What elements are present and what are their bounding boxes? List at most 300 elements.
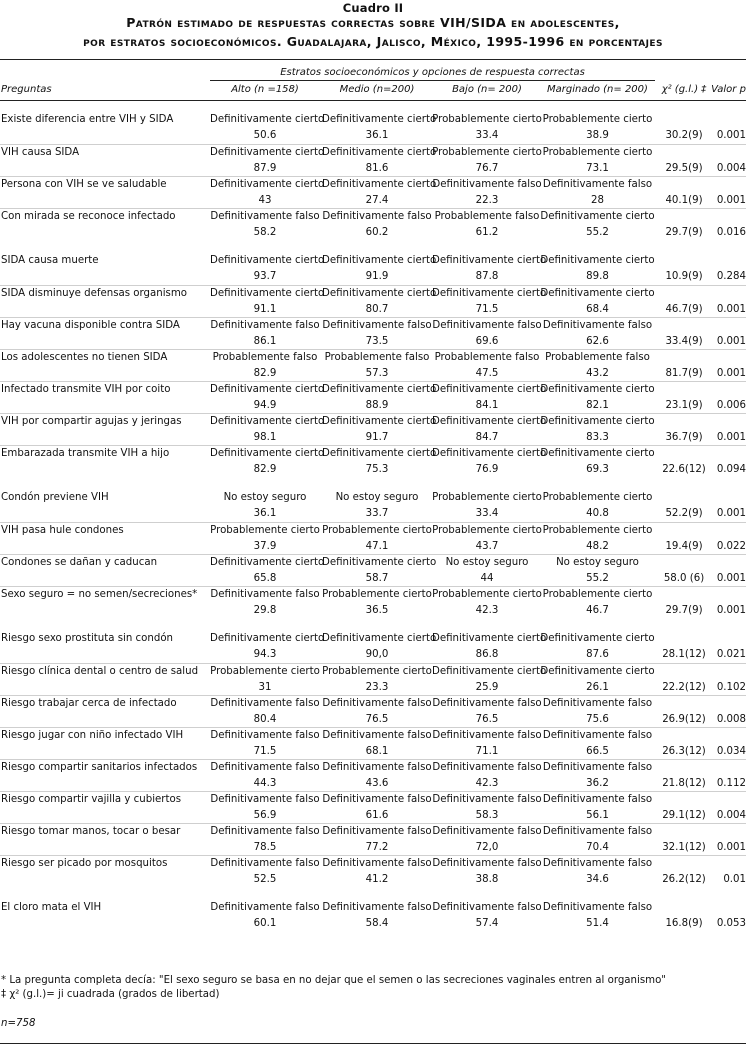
answer-option-alto: Definitivamente cierto [210,255,325,266]
table-row [0,285,746,320]
question-label: Sexo seguro = no semen/secreciones* [1,589,198,600]
percent-alto: 94.9 [253,400,277,411]
percent-bajo: 87.8 [475,271,499,282]
p-value: 0.102 [716,682,746,693]
chi-square-value: 26.9(12) [662,714,706,725]
answer-option-alto: Definitivamente cierto [210,448,325,459]
p-value: 0.004 [716,810,746,821]
answer-option-marginado: Definitivamente cierto [540,384,655,395]
chi-square-value: 46.7(9) [665,304,703,315]
table-row [0,176,746,211]
answer-option-medio: No estoy seguro [335,492,419,503]
answer-option-medio: Definitivamente falso [322,826,432,837]
answer-option-bajo: Definitivamente cierto [432,416,547,427]
percent-medio: 27.4 [365,195,389,206]
footnote-asterisk: * La pregunta completa decía: "El sexo seguro se basa en no dejar que el semen o las secreciones vaginales entren al organismo" [1,975,666,986]
percent-marginado: 83.3 [586,432,609,443]
chi-square-value: 33.4(9) [665,336,703,347]
p-value: 0.008 [716,714,746,725]
percent-marginado: 48.2 [586,541,609,552]
percent-medio: 68.1 [365,746,389,757]
percent-bajo: 38.8 [475,874,499,885]
table-row [0,490,746,524]
chi-square-value: 30.2(9) [665,130,703,141]
question-label: Riesgo compartir vajilla y cubiertos [1,794,182,805]
answer-option-marginado: Probablemente cierto [542,525,653,536]
p-value: 0.053 [716,918,746,929]
percent-bajo: 76.5 [475,714,499,725]
table-row [0,727,746,762]
table-row [0,349,746,384]
p-value: 0.004 [716,163,746,174]
percent-marginado: 87.6 [586,649,609,660]
question-label: Embarazada transmite VIH a hijo [1,448,170,459]
percent-bajo: 25.9 [475,682,499,693]
question-label: Riesgo jugar con niño infectado VIH [1,730,184,741]
percent-bajo: 84.1 [475,400,499,411]
percent-bajo: 42.3 [475,605,499,616]
question-label: Los adolescentes no tienen SIDA [1,352,168,363]
percent-marginado: 89.8 [586,271,609,282]
p-value: 0.001 [716,368,746,379]
p-value: 0.006 [716,400,746,411]
answer-option-marginado: Definitivamente falso [542,794,653,805]
question-label: SIDA disminuye defensas organismo [1,288,187,299]
answer-option-marginado: Definitivamente falso [542,698,653,709]
answer-option-marginado: Definitivamente falso [542,826,653,837]
answer-option-bajo: Definitivamente cierto [432,633,547,644]
answer-option-medio: Definitivamente falso [322,858,432,869]
answer-option-marginado: Probablemente cierto [542,492,653,503]
answer-option-bajo: Definitivamente falso [432,698,542,709]
answer-option-marginado: Definitivamente cierto [540,288,655,299]
percent-bajo: 44 [480,573,494,584]
table-row [0,144,746,179]
answer-option-alto: Definitivamente cierto [210,114,325,125]
answer-option-marginado: Definitivamente falso [542,762,653,773]
answer-option-marginado: No estoy seguro [556,557,639,568]
percent-marginado: 68.4 [586,304,609,315]
percent-marginado: 70.4 [586,842,609,853]
percent-marginado: 75.6 [586,714,609,725]
answer-option-bajo: Definitivamente falso [432,858,542,869]
answer-option-medio: Definitivamente cierto [322,384,437,395]
chi-square-value: 81.7(9) [665,368,703,379]
table-row [0,663,746,698]
p-value: 0.016 [716,227,746,238]
percent-medio: 36.5 [365,605,389,616]
percent-alto: 94.3 [253,649,277,660]
percent-marginado: 51.4 [586,918,609,929]
strata-spanner-header: Estratos socioeconómicos y opciones de respuesta correctas [280,67,585,78]
percent-medio: 80.7 [365,304,389,315]
percent-alto: 65.8 [253,573,277,584]
chi-square-value: 52.2(9) [665,508,703,519]
chi-square-value: 28.1(12) [662,649,706,660]
percent-marginado: 46.7 [586,605,609,616]
answer-option-marginado: Definitivamente falso [542,730,653,741]
percent-alto: 56.9 [253,810,277,821]
answer-option-bajo: Definitivamente falso [432,826,542,837]
answer-option-marginado: Definitivamente falso [542,902,653,913]
table-row [0,695,746,730]
answer-option-marginado: Definitivamente cierto [540,666,655,677]
answer-option-medio: Definitivamente cierto [322,416,437,427]
percent-alto: 43 [258,195,272,206]
percent-alto: 58.2 [253,227,277,238]
percent-alto: 71.5 [253,746,277,757]
percent-alto: 60.1 [253,918,277,929]
table-row [0,791,746,826]
percent-marginado: 55.2 [586,573,609,584]
percent-medio: 23.3 [365,682,389,693]
answer-option-medio: Definitivamente falso [322,211,432,222]
table-row [0,317,746,352]
table-row [0,586,746,621]
question-label: Con mirada se reconoce infectado [1,211,176,222]
percent-medio: 75.3 [365,464,389,475]
answer-option-marginado: Definitivamente cierto [540,416,655,427]
p-value: 0.001 [716,432,746,443]
percent-marginado: 34.6 [586,874,609,885]
question-label: VIH pasa hule condones [1,525,124,536]
chi-square-value: 36.7(9) [665,432,703,443]
percent-medio: 91.9 [365,271,389,282]
answer-option-bajo: Definitivamente falso [432,179,542,190]
percent-alto: 82.9 [253,368,277,379]
p-value: 0.001 [716,573,746,584]
percent-alto: 82.9 [253,464,277,475]
percent-bajo: 47.5 [475,368,499,379]
answer-option-medio: Definitivamente cierto [322,288,437,299]
answer-option-alto: No estoy seguro [223,492,307,503]
answer-option-medio: Definitivamente cierto [322,633,437,644]
answer-option-medio: Definitivamente falso [322,794,432,805]
chi-square-value: 29.5(9) [665,163,703,174]
table-row [0,631,746,665]
question-label: Condón previene VIH [1,492,109,503]
percent-medio: 88.9 [365,400,389,411]
question-label: Riesgo clínica dental o centro de salud [1,666,199,677]
p-value: 0.094 [716,464,746,475]
answer-option-medio: Definitivamente falso [322,730,432,741]
question-label: Persona con VIH se ve saludable [1,179,167,190]
percent-medio: 81.6 [365,163,389,174]
answer-option-alto: Definitivamente cierto [210,557,325,568]
percent-marginado: 82.1 [586,400,609,411]
percent-bajo: 58.3 [475,810,499,821]
percent-alto: 78.5 [253,842,277,853]
chi-square-value: 19.4(9) [665,541,703,552]
answer-option-marginado: Definitivamente cierto [540,448,655,459]
question-label: Existe diferencia entre VIH y SIDA [1,114,174,125]
chi-square-value: 23.1(9) [665,400,703,411]
percent-marginado: 73.1 [586,163,609,174]
column-header-preguntas: Preguntas [1,84,52,95]
percent-medio: 36.1 [365,130,389,141]
header-rule [0,100,746,101]
p-value: 0.284 [716,271,746,282]
answer-option-medio: Probablemente falso [324,352,430,363]
table-row [0,522,746,557]
chi-square-value: 29.7(9) [665,227,703,238]
column-header-bajo: Bajo (n= 200) [452,84,522,95]
percent-bajo: 72,0 [475,842,499,853]
answer-option-medio: Probablemente cierto [322,525,432,536]
percent-medio: 43.6 [365,778,389,789]
p-value: 0.001 [716,130,746,141]
answer-option-bajo: Probablemente cierto [432,114,542,125]
answer-option-marginado: Definitivamente cierto [540,211,655,222]
answer-option-alto: Definitivamente cierto [210,179,325,190]
answer-option-alto: Probablemente cierto [210,525,320,536]
answer-option-medio: Definitivamente cierto [322,147,437,158]
question-label: VIH por compartir agujas y jeringas [1,416,182,427]
answer-option-marginado: Probablemente cierto [542,114,653,125]
answer-option-medio: Definitivamente cierto [322,448,437,459]
answer-option-bajo: No estoy seguro [445,557,529,568]
question-label: SIDA causa muerte [1,255,99,266]
percent-alto: 86.1 [253,336,277,347]
answer-option-alto: Definitivamente falso [210,762,320,773]
answer-option-medio: Definitivamente falso [322,762,432,773]
table-number: Cuadro II [342,1,404,15]
p-value: 0.001 [716,304,746,315]
top-rule [0,59,746,60]
percent-bajo: 22.3 [475,195,499,206]
chi-square-value: 58.0 (6) [663,573,705,584]
percent-marginado: 40.8 [586,508,609,519]
chi-square-value: 22.6(12) [662,464,706,475]
answer-option-medio: Definitivamente cierto [322,114,437,125]
percent-alto: 87.9 [253,163,277,174]
percent-medio: 58.7 [365,573,389,584]
percent-bajo: 69.6 [475,336,499,347]
chi-square-value: 22.2(12) [662,682,706,693]
table-row [0,413,746,448]
answer-option-alto: Definitivamente falso [210,589,320,600]
table-row [0,900,746,934]
p-value: 0.021 [716,649,746,660]
percent-marginado: 36.2 [586,778,609,789]
percent-bajo: 33.4 [475,508,499,519]
answer-option-bajo: Probablemente falso [434,352,540,363]
p-value: 0.034 [716,746,746,757]
answer-option-medio: Definitivamente falso [322,698,432,709]
answer-option-alto: Definitivamente falso [210,211,320,222]
percent-marginado: 38.9 [586,130,609,141]
percent-bajo: 57.4 [475,918,499,929]
answer-option-medio: Definitivamente falso [322,902,432,913]
percent-alto: 36.1 [253,508,277,519]
percent-medio: 41.2 [365,874,389,885]
answer-option-medio: Probablemente cierto [322,589,432,600]
question-label: Infectado transmite VIH por coito [1,384,171,395]
question-label: El cloro mata el VIH [1,902,102,913]
answer-option-alto: Probablemente cierto [210,666,320,677]
question-label: Riesgo sexo prostituta sin condón [1,633,174,644]
question-label: Riesgo ser picado por mosquitos [1,858,168,869]
answer-option-marginado: Probablemente cierto [542,589,653,600]
p-value: 0.001 [716,336,746,347]
percent-marginado: 66.5 [586,746,609,757]
percent-marginado: 43.2 [586,368,609,379]
p-value: 0.001 [716,195,746,206]
table-row [0,855,746,890]
footnote-n: n=758 [1,1018,36,1029]
answer-option-bajo: Probablemente cierto [432,492,542,503]
answer-option-bajo: Definitivamente cierto [432,288,547,299]
answer-option-alto: Definitivamente falso [210,858,320,869]
answer-option-marginado: Definitivamente cierto [540,633,655,644]
percent-marginado: 26.1 [586,682,609,693]
percent-medio: 58.4 [365,918,389,929]
answer-option-marginado: Definitivamente cierto [540,255,655,266]
question-label: Riesgo tomar manos, tocar o besar [1,826,181,837]
percent-marginado: 28 [591,195,604,206]
question-label: Riesgo compartir sanitarios infectados [1,762,198,773]
answer-option-medio: Definitivamente cierto [322,179,437,190]
percent-alto: 91.1 [253,304,277,315]
answer-option-bajo: Definitivamente falso [432,794,542,805]
column-header-marginado: Marginado (n= 200) [547,84,648,95]
answer-option-alto: Definitivamente falso [210,902,320,913]
percent-medio: 47.1 [365,541,389,552]
table-row [0,445,746,480]
answer-option-marginado: Definitivamente falso [542,179,653,190]
answer-option-alto: Definitivamente cierto [210,288,325,299]
percent-medio: 33.7 [365,508,389,519]
bottom-rule [0,1043,746,1044]
percent-alto: 29.8 [253,605,277,616]
percent-medio: 76.5 [365,714,389,725]
percent-bajo: 76.7 [475,163,499,174]
answer-option-bajo: Probablemente cierto [432,147,542,158]
percent-marginado: 56.1 [586,810,609,821]
answer-option-marginado: Definitivamente falso [542,320,653,331]
answer-option-alto: Probablemente falso [212,352,318,363]
answer-option-alto: Definitivamente falso [210,794,320,805]
percent-bajo: 33.4 [475,130,499,141]
chi-square-value: 26.3(12) [662,746,706,757]
percent-alto: 31 [258,682,272,693]
percent-bajo: 84.7 [475,432,499,443]
percent-medio: 61.6 [365,810,389,821]
p-value: 0.001 [716,508,746,519]
answer-option-medio: Definitivamente cierto [322,557,437,568]
percent-medio: 60.2 [365,227,389,238]
answer-option-bajo: Definitivamente falso [432,730,542,741]
question-label: VIH causa SIDA [1,147,80,158]
answer-option-bajo: Definitivamente cierto [432,384,547,395]
percent-marginado: 69.3 [586,464,609,475]
chi-square-value: 26.2(12) [662,874,706,885]
p-value: 0.01 [723,874,746,885]
chi-square-value: 29.1(12) [662,810,706,821]
answer-option-bajo: Definitivamente falso [432,902,542,913]
question-label: Condones se dañan y caducan [1,557,158,568]
percent-bajo: 71.1 [475,746,499,757]
percent-bajo: 61.2 [475,227,499,238]
percent-medio: 73.5 [365,336,389,347]
percent-alto: 44.3 [253,778,277,789]
percent-alto: 37.9 [253,541,277,552]
answer-option-alto: Definitivamente falso [210,826,320,837]
answer-option-alto: Definitivamente cierto [210,147,325,158]
p-value: 0.022 [716,541,746,552]
answer-option-medio: Definitivamente falso [322,320,432,331]
answer-option-alto: Definitivamente cierto [210,416,325,427]
percent-alto: 93.7 [253,271,277,282]
answer-option-bajo: Definitivamente cierto [432,448,547,459]
column-header-valor-p: Valor p [711,84,746,95]
column-header-chi: χ² (g.l.) ‡ [661,84,707,95]
table-row [0,554,746,589]
answer-option-bajo: Definitivamente cierto [432,255,547,266]
column-header-medio: Medio (n=200) [339,84,415,95]
answer-option-alto: Definitivamente falso [210,320,320,331]
percent-medio: 91.7 [365,432,389,443]
percent-alto: 98.1 [253,432,277,443]
table-row [0,208,746,243]
answer-option-medio: Probablemente cierto [322,666,432,677]
answer-option-alto: Definitivamente falso [210,730,320,741]
answer-option-marginado: Probablemente cierto [542,147,653,158]
percent-medio: 57.3 [365,368,389,379]
table-row [0,381,746,416]
answer-option-bajo: Definitivamente falso [432,320,542,331]
table-row [0,759,746,794]
percent-bajo: 71.5 [475,304,499,315]
answer-option-bajo: Probablemente cierto [432,525,542,536]
answer-option-alto: Definitivamente cierto [210,633,325,644]
p-value: 0.001 [716,605,746,616]
p-value: 0.001 [716,842,746,853]
table-row [0,253,746,287]
answer-option-bajo: Probablemente cierto [432,589,542,600]
answer-option-marginado: Probablemente falso [545,352,650,363]
percent-bajo: 42.3 [475,778,499,789]
percent-alto: 80.4 [253,714,277,725]
percent-alto: 52.5 [253,874,277,885]
question-label: Riesgo trabajar cerca de infectado [1,698,177,709]
percent-bajo: 86.8 [475,649,499,660]
percent-bajo: 76.9 [475,464,499,475]
answer-option-alto: Definitivamente falso [210,698,320,709]
answer-option-marginado: Definitivamente falso [542,858,653,869]
answer-option-bajo: Definitivamente falso [432,762,542,773]
percent-bajo: 43.7 [475,541,499,552]
table-row [0,823,746,858]
answer-option-medio: Definitivamente cierto [322,255,437,266]
chi-square-value: 29.7(9) [665,605,703,616]
percent-marginado: 55.2 [586,227,609,238]
percent-medio: 90,0 [365,649,389,660]
answer-option-bajo: Definitivamente cierto [432,666,547,677]
table-row [0,112,746,146]
chi-square-value: 40.1(9) [665,195,703,206]
percent-medio: 77.2 [365,842,389,853]
column-header-alto: Alto (n =158) [231,84,299,95]
percent-alto: 50.6 [253,130,277,141]
chi-square-value: 32.1(12) [662,842,706,853]
answer-option-alto: Definitivamente cierto [210,384,325,395]
percent-marginado: 62.6 [586,336,609,347]
spanner-rule [210,80,655,81]
table-title-line-2: por estratos socioeconómicos. Guadalajara, Jalisco, México, 1995-1996 en porcentajes [83,34,663,49]
chi-square-value: 16.8(9) [665,918,703,929]
p-value: 0.112 [716,778,746,789]
